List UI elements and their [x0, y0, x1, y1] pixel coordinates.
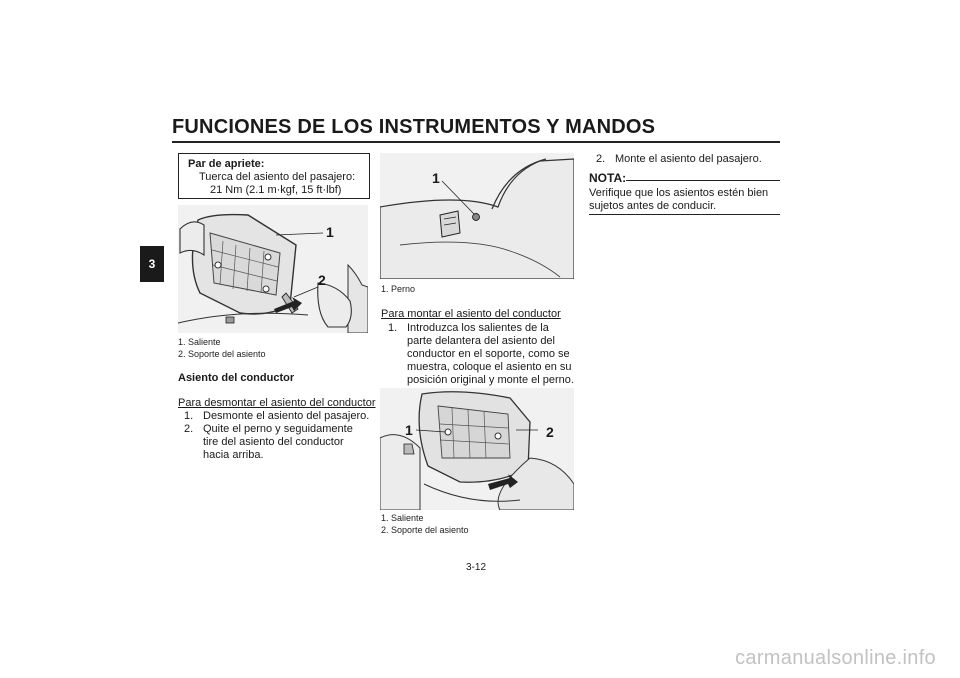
torque-spec-box: [178, 153, 370, 199]
figure-2-bolt: [380, 153, 574, 279]
install-steps-list: [388, 322, 576, 387]
list-item: 2. Monte el asiento del pasajero.: [596, 153, 762, 165]
figure-1-caption-1: 1. Saliente: [178, 337, 221, 347]
list-item: 1. Introduzca los salientes de la parte delantera del asiento del conductor en el soporte, como se muestra, coloque el asiento en su posición original y monte el perno.: [388, 322, 574, 386]
remove-steps-list: [184, 410, 370, 462]
section-heading-driver-seat: Asiento del conductor: [178, 372, 295, 384]
figure-1-callout-1: 1: [326, 224, 334, 240]
spec-line-1: Tuerca del asiento del pasajero:: [199, 171, 356, 183]
figure-3-caption-1: 1. Saliente: [381, 513, 424, 523]
watermark: carmanualsonline.info: [735, 647, 936, 669]
note-label: NOTA:: [589, 171, 627, 185]
page-number: 3-12: [466, 562, 487, 573]
figure-1-callout-2: 2: [318, 272, 326, 288]
page-title: FUNCIONES DE LOS INSTRUMENTOS Y MANDOS: [172, 116, 656, 138]
list-item: 1. Desmonte el asiento del pasajero.: [184, 410, 370, 422]
figure-1-caption-2: 2. Soporte del asiento: [178, 349, 266, 359]
figure-2-caption-1: 1. Perno: [381, 284, 416, 294]
figure-1-seat-underside: [178, 205, 368, 333]
list-item: 2. Quite el perno y seguidamente tire del asiento del conductor hacia arriba.: [184, 423, 353, 461]
subheading-remove-seat: Para desmontar el asiento del conductor: [178, 397, 376, 409]
spec-heading: Par de apriete:: [188, 158, 265, 170]
title-rule: [172, 141, 780, 143]
subheading-install-seat: Para montar el asiento del conductor: [381, 308, 561, 320]
figure-2-callout-1: 1: [432, 170, 440, 186]
note-text: Verifique que los asientos estén bien sujetos antes de conducir.: [589, 187, 769, 212]
figure-3-callout-1: 1: [405, 422, 413, 438]
figure-3-caption-2: 2. Soporte del asiento: [381, 525, 469, 535]
chapter-tab: 3: [140, 246, 164, 282]
note-top-rule: [626, 180, 780, 181]
final-steps-list: [596, 153, 780, 166]
figure-3-callout-2: 2: [546, 424, 554, 440]
figure-3-seat-install: [380, 388, 574, 510]
note-bottom-rule: [589, 214, 780, 215]
spec-line-2: 21 Nm (2.1 m·kgf, 15 ft·lbf): [210, 184, 342, 196]
